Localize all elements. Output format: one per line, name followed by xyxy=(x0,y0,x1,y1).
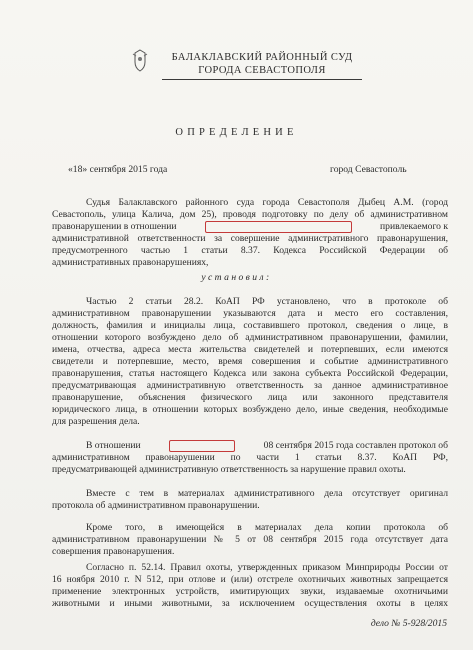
section-heading: установил: xyxy=(201,272,272,283)
para2-line3: должность, фамилия и инициалы лица, составившего протокол, сведения о лице, в xyxy=(52,320,448,331)
para5-line1: Кроме того, в имеющейся в материалах дела копии протокола об xyxy=(86,522,448,533)
para2-line5: имена, отчества, адреса места жительства свидетелей и потерпевших, если имеются xyxy=(52,344,448,355)
document-title: ОПРЕДЕЛЕНИЕ xyxy=(175,127,298,138)
para2-line9: правонарушение, объяснения физического лица или законного представителя xyxy=(52,392,448,403)
para3-line1 xyxy=(86,440,448,452)
para4-line2: протокола об административном правонарушении. xyxy=(52,500,260,511)
coat-of-arms-icon xyxy=(130,48,150,74)
para1-line2: Севастополь, улица Калича, дом 25), проводя подготовку по делу об административном xyxy=(52,209,448,220)
document-place: город Севастополь xyxy=(330,164,407,175)
para1-line3-start: правонарушении в отношении xyxy=(52,221,177,232)
para2-line4: отношении которого возбуждено дело об административном правонарушении, фамилии, xyxy=(52,332,448,343)
redacted-name-box xyxy=(205,221,352,233)
para6-line3: применение электронных устройств, имитирующих звуки, издаваемые охотничьими xyxy=(52,586,448,597)
document-date: «18» сентября 2015 года xyxy=(68,164,168,175)
court-name: БАЛАКЛАВСКИЙ РАЙОННЫЙ СУД xyxy=(171,52,353,63)
para1-line4: административной ответственности за совершение административного правонарушения, xyxy=(52,233,448,244)
redacted-name-box-2 xyxy=(169,440,235,452)
para3-line1-start: В отношении xyxy=(86,440,141,451)
para2-line1: Частью 2 статьи 28.2. КоАП РФ установлено, что в протоколе об xyxy=(86,296,448,307)
para6-line2: 16 ноября 2010 г. N 512, при отлове и (или) отстреле охотничьих животных запрещается xyxy=(52,574,448,585)
para1-line6: административных правонарушениях, xyxy=(52,257,209,268)
court-city: ГОРОДА СЕВАСТОПОЛЯ xyxy=(198,65,326,76)
para1-line1: Судья Балаклавского районного суда города Севастополя Дыбец А.М. (город xyxy=(86,197,448,208)
para5-line2: административном правонарушении № 5 от 08 сентября 2015 года отсутствует дата xyxy=(52,534,448,545)
header-rule xyxy=(162,79,362,80)
para4-line1: Вместе с тем в материалах административного дела отсутствует оригинал xyxy=(86,488,448,499)
para2-line8: предусматривающая административную ответственность за данное административное xyxy=(52,380,448,391)
para5-line3: совершения правонарушения. xyxy=(52,546,175,557)
para1-line5: предусмотренного частью 1 статьи 8.37. Кодекса Российской Федерации об xyxy=(52,245,448,256)
court-header xyxy=(162,51,362,80)
para3-line2: административном правонарушении по части 1 статьи 8.37. КоАП РФ, xyxy=(52,452,448,463)
para2-line2: административном правонарушении указываются дата и место его составления, xyxy=(52,308,448,319)
para2-line11: для разрешения дела. xyxy=(52,416,140,427)
para2-line10: юридического лица, в отношении которых возбуждено дело, иные сведения, необходимые xyxy=(52,404,448,415)
case-number: дело № 5-928/2015 xyxy=(370,618,447,629)
para3-line3: предусматривающей административную ответственность за нарушение правил охоты. xyxy=(52,464,406,475)
para6-line1: Согласно п. 52.14. Правил охоты, утвержденных приказом Минприроды России от xyxy=(86,562,448,573)
para1-line3-end: привлекаемого к xyxy=(380,221,448,232)
para6-line4: животными и иными животными, за исключением осуществления охоты в целях xyxy=(52,598,448,609)
para2-line7: правонарушения, статья настоящего Кодекса или закона субъекта Российской Федерации, xyxy=(52,368,448,379)
para1-line3 xyxy=(52,221,448,233)
para2-line6: свидетели и потерпевшие, место, время совершения и событие административного xyxy=(52,356,448,367)
para3-line1-end: 08 сентября 2015 года составлен протокол об xyxy=(263,440,448,451)
